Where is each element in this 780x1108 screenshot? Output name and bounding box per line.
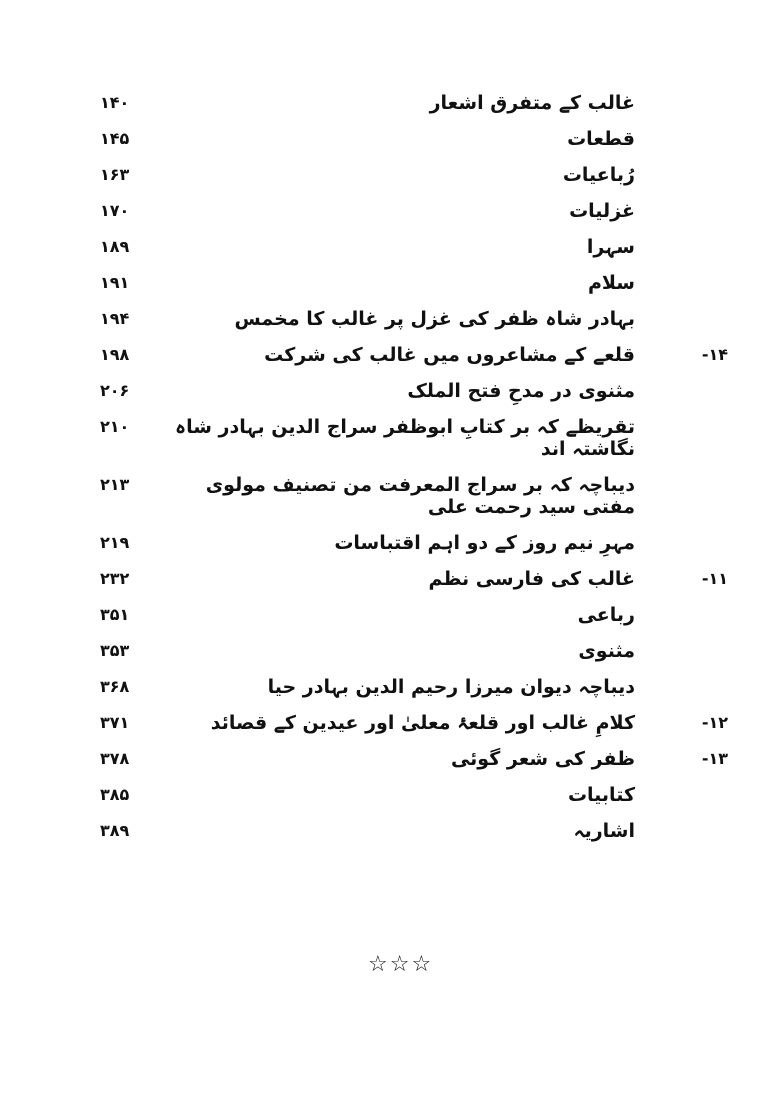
toc-entry-title: اشاریہ xyxy=(573,820,635,842)
toc-entry xyxy=(0,813,780,849)
page-number: ۱۴۰ xyxy=(100,93,130,112)
toc-entry-title: قلعے کے مشاعروں میں غالب کی شرکت xyxy=(264,344,635,366)
toc-entry-title: قطعات xyxy=(567,128,635,150)
toc-entry-title: غالب کی فارسی نظم xyxy=(428,568,635,590)
page-number: ۱۹۸ xyxy=(100,345,130,364)
toc-entry xyxy=(0,121,780,157)
toc-entry xyxy=(0,193,780,229)
page-number: ۳۸۵ xyxy=(100,785,130,804)
toc-entry xyxy=(0,301,780,337)
page-number: ۳۷۸ xyxy=(100,749,130,768)
toc-entry xyxy=(0,705,780,741)
page-number: ۳۵۳ xyxy=(100,641,130,660)
toc-entry xyxy=(0,229,780,265)
toc-entry xyxy=(0,633,780,669)
toc-entry xyxy=(0,777,780,813)
page-number: ۲۳۲ xyxy=(100,569,130,588)
toc-entry xyxy=(0,409,780,467)
toc-entry xyxy=(0,525,780,561)
toc-entry xyxy=(0,337,780,373)
toc-entry xyxy=(0,265,780,301)
toc-entry-title: رباعی xyxy=(577,604,635,626)
toc-entry-title: سلام xyxy=(587,272,635,294)
toc-entry xyxy=(0,741,780,777)
toc-entry-title: رُباعیات xyxy=(562,164,635,186)
chapter-number: ۱۱- xyxy=(701,569,728,588)
page-number: ۱۷۰ xyxy=(100,201,130,220)
toc-entry-title: بہادر شاہ ظفر کی غزل پر غالب کا مخمس xyxy=(234,308,635,330)
page-number: ۲۱۰ xyxy=(100,417,130,436)
table-of-contents xyxy=(0,85,780,849)
chapter-number: ۱۳- xyxy=(701,749,728,768)
page-number: ۲۱۹ xyxy=(100,533,130,552)
toc-entry-title: غزلیات xyxy=(569,200,635,222)
page-number: ۱۹۴ xyxy=(100,309,130,328)
toc-entry-title: دیباچہ کہ بر سراج المعرفت من تصنیف مولوی مفتی سید رحمت علی xyxy=(205,474,635,518)
page-number: ۳۵۱ xyxy=(100,605,130,624)
toc-entry-title: ظفر کی شعر گوئی xyxy=(450,748,635,770)
toc-entry-title: تقریظے کہ بر کتابِ ابوظفر سراج الدین بہادر شاہ نگاشتہ اند xyxy=(174,416,635,460)
page-number: ۳۸۹ xyxy=(100,821,130,840)
page-number: ۲۱۳ xyxy=(100,475,130,494)
page-number: ۲۰۶ xyxy=(100,381,130,400)
chapter-number: ۱۲- xyxy=(701,713,728,732)
toc-entry-title: کلامِ غالب اور قلعۂ معلیٰ اور عیدین کے قصائد xyxy=(210,712,635,734)
toc-entry-title: غالب کے متفرق اشعار xyxy=(429,92,635,114)
end-stars-ornament: ☆☆☆ xyxy=(368,952,434,977)
toc-entry-title: سہرا xyxy=(586,236,635,258)
chapter-number: ۱۴- xyxy=(701,345,728,364)
page-number: ۳۷۱ xyxy=(100,713,130,732)
page-number: ۳۶۸ xyxy=(100,677,130,696)
page-number: ۱۶۳ xyxy=(100,165,130,184)
toc-entry xyxy=(0,373,780,409)
page-number: ۱۹۱ xyxy=(100,273,130,292)
page-number: ۱۸۹ xyxy=(100,237,130,256)
toc-entry-title: مثنوی در مدحِ فتح الملک xyxy=(407,380,635,402)
toc-entry xyxy=(0,597,780,633)
toc-entry xyxy=(0,157,780,193)
toc-entry xyxy=(0,467,780,525)
toc-entry-title: کتابیات xyxy=(567,784,635,806)
page-number: ۱۴۵ xyxy=(100,129,130,148)
toc-entry xyxy=(0,561,780,597)
toc-entry xyxy=(0,669,780,705)
toc-entry-title: مثنوی xyxy=(578,640,635,662)
toc-entry-title: دیباچہ دیوان میرزا رحیم الدین بہادر حیا xyxy=(267,676,635,698)
toc-entry xyxy=(0,85,780,121)
toc-entry-title: مہرِ نیم روز کے دو اہم اقتباسات xyxy=(334,532,635,554)
